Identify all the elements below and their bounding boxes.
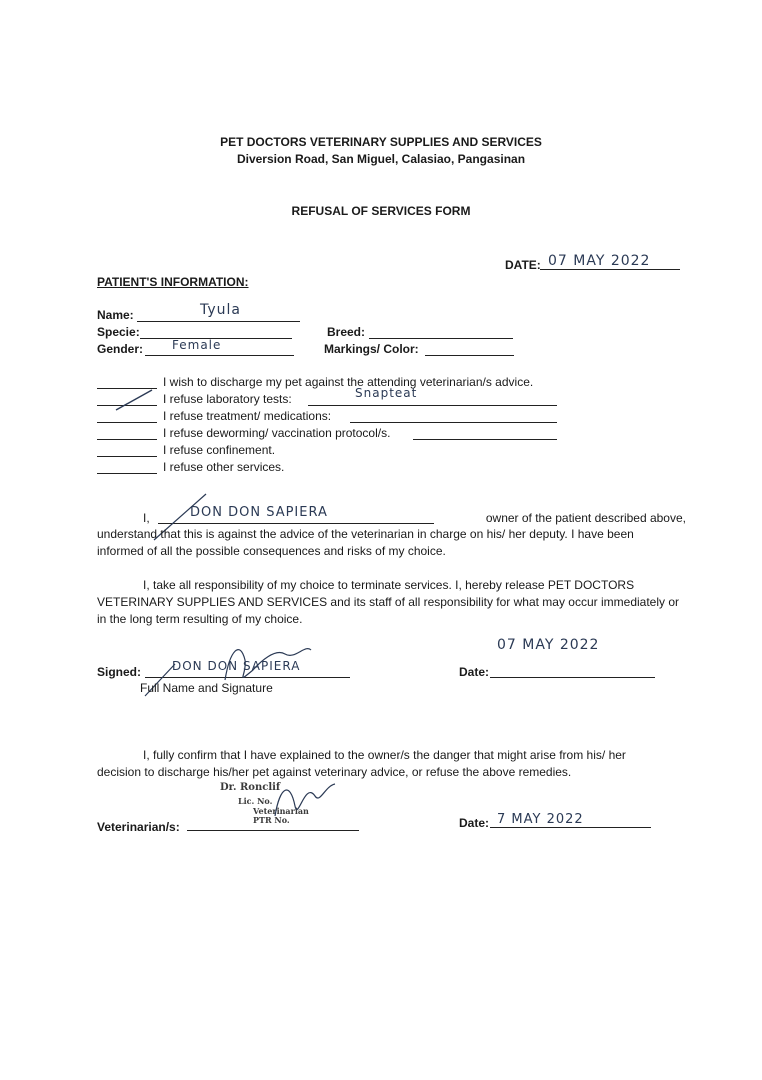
signature-caption: Full Name and Signature [140, 681, 273, 695]
breed-label: Breed: [327, 325, 366, 339]
name-label: Name: [97, 308, 134, 322]
markings-field[interactable] [425, 340, 514, 356]
checkbox-line-treatment[interactable] [97, 407, 157, 423]
lab-tests-field[interactable] [308, 390, 557, 406]
checklist-item-discharge: I wish to discharge my pet against the attending veterinarian/s advice. [163, 375, 534, 389]
signed-date-label: Date: [459, 665, 490, 679]
checklist-item-deworming: I refuse deworming/ vaccination protocol/s. [163, 426, 391, 440]
signature-name: DON DON SAPIERA [172, 659, 301, 673]
checklist-item-treatment: I refuse treatment/ medications: [163, 409, 332, 423]
owner-line3: informed of all the possible consequences and risks of my choice. [97, 544, 446, 558]
breed-field[interactable] [369, 323, 513, 339]
checklist-item-lab-tests: I refuse laboratory tests: [163, 392, 292, 406]
date-value: 07 MAY 2022 [548, 253, 651, 269]
date-label: DATE: [505, 258, 541, 272]
specie-label: Specie: [97, 325, 140, 339]
form-title: REFUSAL OF SERVICES FORM [291, 204, 471, 218]
checkbox-line-confinement[interactable] [97, 441, 157, 457]
vet-line1: I, fully confirm that I have explained to the owner/s the danger that might arise from his/ her [143, 748, 626, 762]
patient-section-title: PATIENT'S INFORMATION: [97, 275, 249, 289]
stamp-ptr: PTR No. [253, 815, 290, 825]
stamp-title: Veterinarian [253, 806, 309, 816]
treatment-field[interactable] [350, 407, 557, 423]
signed-label: Signed: [97, 665, 141, 679]
vet-field[interactable] [187, 815, 359, 831]
vet-label: Veterinarian/s: [97, 820, 180, 834]
vet-line2: decision to discharge his/her pet against veterinary advice, or refuse the above remedies. [97, 765, 572, 779]
checkbox-line-other[interactable] [97, 458, 157, 474]
checklist-item-other: I refuse other services. [163, 460, 285, 474]
signed-date-field[interactable] [490, 662, 655, 678]
release-line2: VETERINARY SUPPLIES AND SERVICES and its staff of all responsibility for what may occur immediately or [97, 595, 680, 609]
checkbox-line-deworming[interactable] [97, 424, 157, 440]
owner-line2: understand that this is against the advice of the veterinarian in charge on his/ her deputy. I have been [97, 527, 634, 541]
clinic-address: Diversion Road, San Miguel, Calasiao, Pangasinan [236, 152, 526, 166]
owner-line1-end: owner of the patient described above, [485, 511, 686, 525]
markings-label: Markings/ Color: [324, 342, 419, 356]
checklist-item-confinement: I refuse confinement. [163, 443, 276, 457]
owner-name-value: DON DON SAPIERA [190, 505, 328, 520]
stamp-lic: Lic. No. [238, 796, 273, 806]
vet-date-label: Date: [459, 816, 490, 830]
specie-field[interactable] [140, 323, 292, 339]
lab-tests-value: Snapteat [355, 386, 418, 400]
deworming-field[interactable] [413, 424, 557, 440]
release-line1: I, take all responsibility of my choice to terminate services. I, hereby release PET DOCTORS [143, 578, 635, 592]
vet-date-value: 7 MAY 2022 [497, 812, 584, 827]
stamp-name: Dr. Ronclif [220, 782, 281, 793]
release-line3: in the long term resulting of my choice. [97, 612, 303, 626]
owner-prefix: I, [143, 511, 150, 525]
name-value: Tyula [200, 302, 241, 318]
gender-value: Female [172, 338, 222, 352]
gender-label: Gender: [97, 342, 144, 356]
checkbox-line-discharge[interactable] [97, 373, 157, 389]
signed-date-value: 07 MAY 2022 [497, 637, 600, 653]
clinic-name: PET DOCTORS VETERINARY SUPPLIES AND SERVICES [220, 135, 542, 149]
